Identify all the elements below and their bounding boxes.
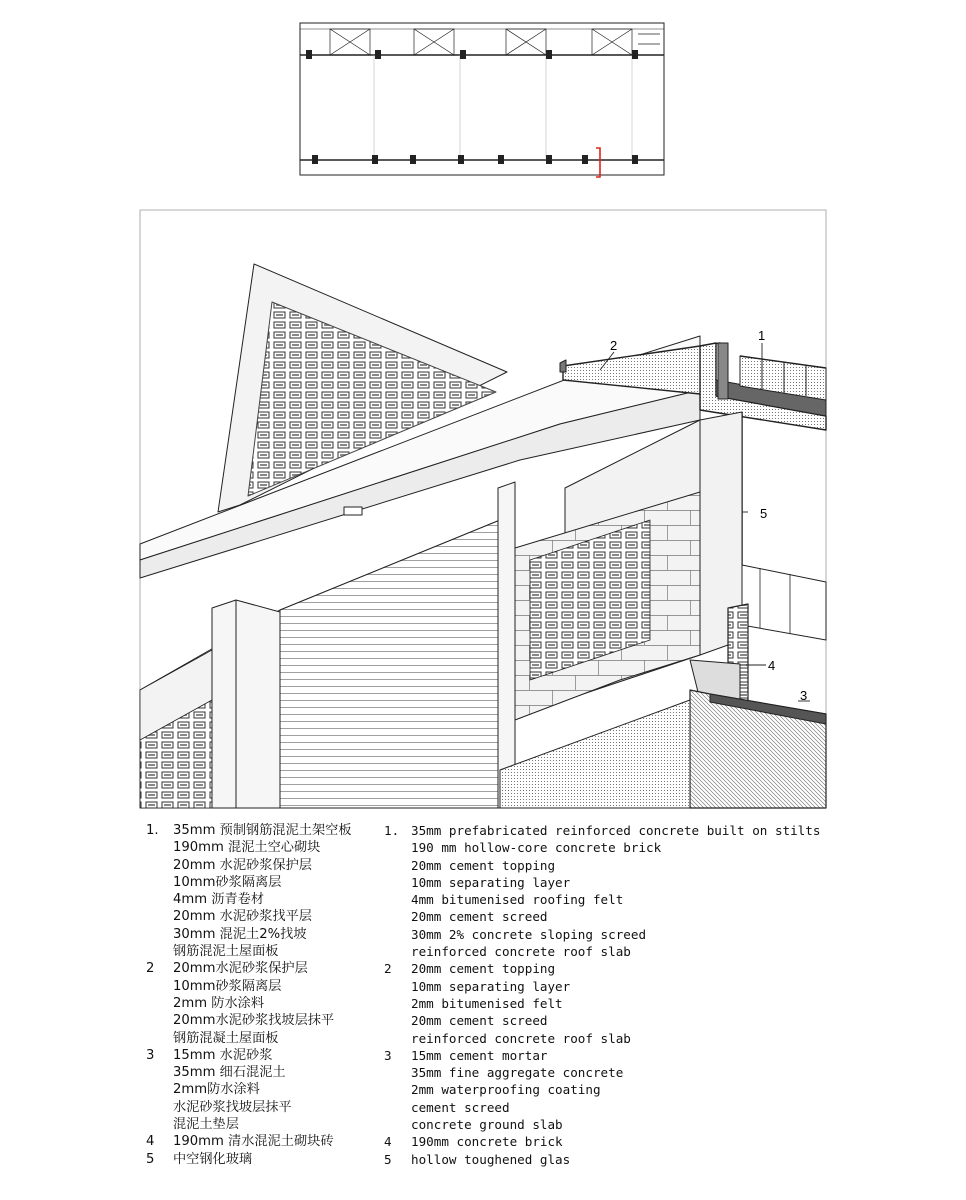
legend-en-line: 15mm cement mortar: [411, 1047, 548, 1063]
legend-cn-num: 5: [146, 1151, 155, 1167]
legend-english: [384, 822, 820, 1168]
legend-en-line: 20mm cement topping: [411, 857, 556, 873]
callout-1: 1: [758, 328, 766, 343]
legend-en-line: 20mm cement screed: [411, 1013, 548, 1029]
legend-cn-line: 钢筋混泥土屋面板: [173, 944, 279, 960]
legend-cn-line: 190mm 混泥土空心砌块: [173, 840, 321, 856]
legend-en-line: concrete ground slab: [411, 1117, 563, 1133]
axonometric-detail: [140, 210, 826, 808]
legend-en-line: 20mm cement screed: [411, 909, 548, 925]
key-plan: [300, 23, 664, 175]
legend-en-line: 20mm cement topping: [411, 961, 556, 977]
legend-cn-line: 20mm 水泥砂浆找平层: [173, 909, 312, 925]
legend-chinese: [146, 822, 352, 1168]
legend-en-num: 5: [384, 1151, 392, 1167]
legend-cn-line: 20mm 水泥砂浆保护层: [173, 857, 312, 873]
legend-cn-line: 30mm 混泥土2%找坡: [173, 926, 307, 942]
legend-en-line: hollow toughened glas: [411, 1151, 571, 1167]
legend-en-line: 35mm fine aggregate concrete: [411, 1065, 624, 1081]
legend-en-line: 190 mm hollow-core concrete brick: [411, 840, 662, 856]
legend-cn-line: 水泥砂浆找坡层抹平: [173, 1099, 292, 1115]
callout-5: 5: [760, 506, 768, 521]
legend-en-line: 10mm separating layer: [411, 874, 571, 890]
legend-cn-line: 2mm防水涂料: [173, 1082, 260, 1098]
legend-cn-line: 钢筋混凝土屋面板: [173, 1030, 279, 1046]
legend-cn-num: 4: [146, 1134, 155, 1150]
legend-cn-line: 35mm 预制钢筋混泥土架空板: [173, 823, 352, 838]
legend-cn-line: 190mm 清水混泥土砌块砖: [173, 1134, 334, 1150]
legend-cn-line: 10mm砂浆隔离层: [173, 978, 282, 994]
legend-cn-line: 15mm 水泥砂浆: [173, 1047, 273, 1063]
legend-cn-line: 混泥土垫层: [173, 1117, 239, 1133]
legend-en-line: 35mm prefabricated reinforced concrete built on stilts: [411, 823, 821, 838]
legend-cn-line: 20mm水泥砂浆保护层: [173, 961, 308, 977]
legend-cn-line: 2mm 防水涂料: [173, 995, 265, 1011]
callout-4: 4: [768, 658, 776, 673]
legend-en-num: 4: [384, 1134, 392, 1150]
callout-2: 2: [610, 338, 618, 353]
legend-en-line: 30mm 2% concrete sloping screed: [411, 926, 647, 942]
legend-en-line: 2mm waterproofing coating: [411, 1082, 601, 1098]
legend-en-line: 10mm separating layer: [411, 978, 571, 994]
legend-en-num: 1.: [384, 823, 400, 838]
legend-cn-line: 中空钢化玻璃: [173, 1151, 253, 1167]
legend-cn-line: 35mm 细石混泥土: [173, 1065, 286, 1081]
legend-en-line: 190mm concrete brick: [411, 1134, 563, 1150]
legend-en-line: 2mm bitumenised felt: [411, 995, 563, 1011]
legend-en-num: 3: [384, 1047, 392, 1063]
legend-en-line: reinforced concrete roof slab: [411, 944, 631, 960]
callout-3: 3: [800, 688, 808, 703]
legend-cn-line: 4mm 沥青卷材: [173, 892, 265, 908]
legend-en-num: 2: [384, 961, 392, 977]
legend-cn-num: 3: [146, 1047, 155, 1063]
section-marker: [596, 148, 600, 177]
legend-cn-line: 20mm水泥砂浆找坡层抹平: [173, 1013, 335, 1029]
legend-cn-line: 10mm砂浆隔离层: [173, 874, 282, 890]
legend-en-line: reinforced concrete roof slab: [411, 1030, 631, 1046]
legend-en-line: cement screed: [411, 1099, 510, 1115]
legend-cn-num: 1.: [146, 823, 159, 838]
legend-cn-num: 2: [146, 961, 155, 977]
legend-en-line: 4mm bitumenised roofing felt: [411, 892, 624, 908]
